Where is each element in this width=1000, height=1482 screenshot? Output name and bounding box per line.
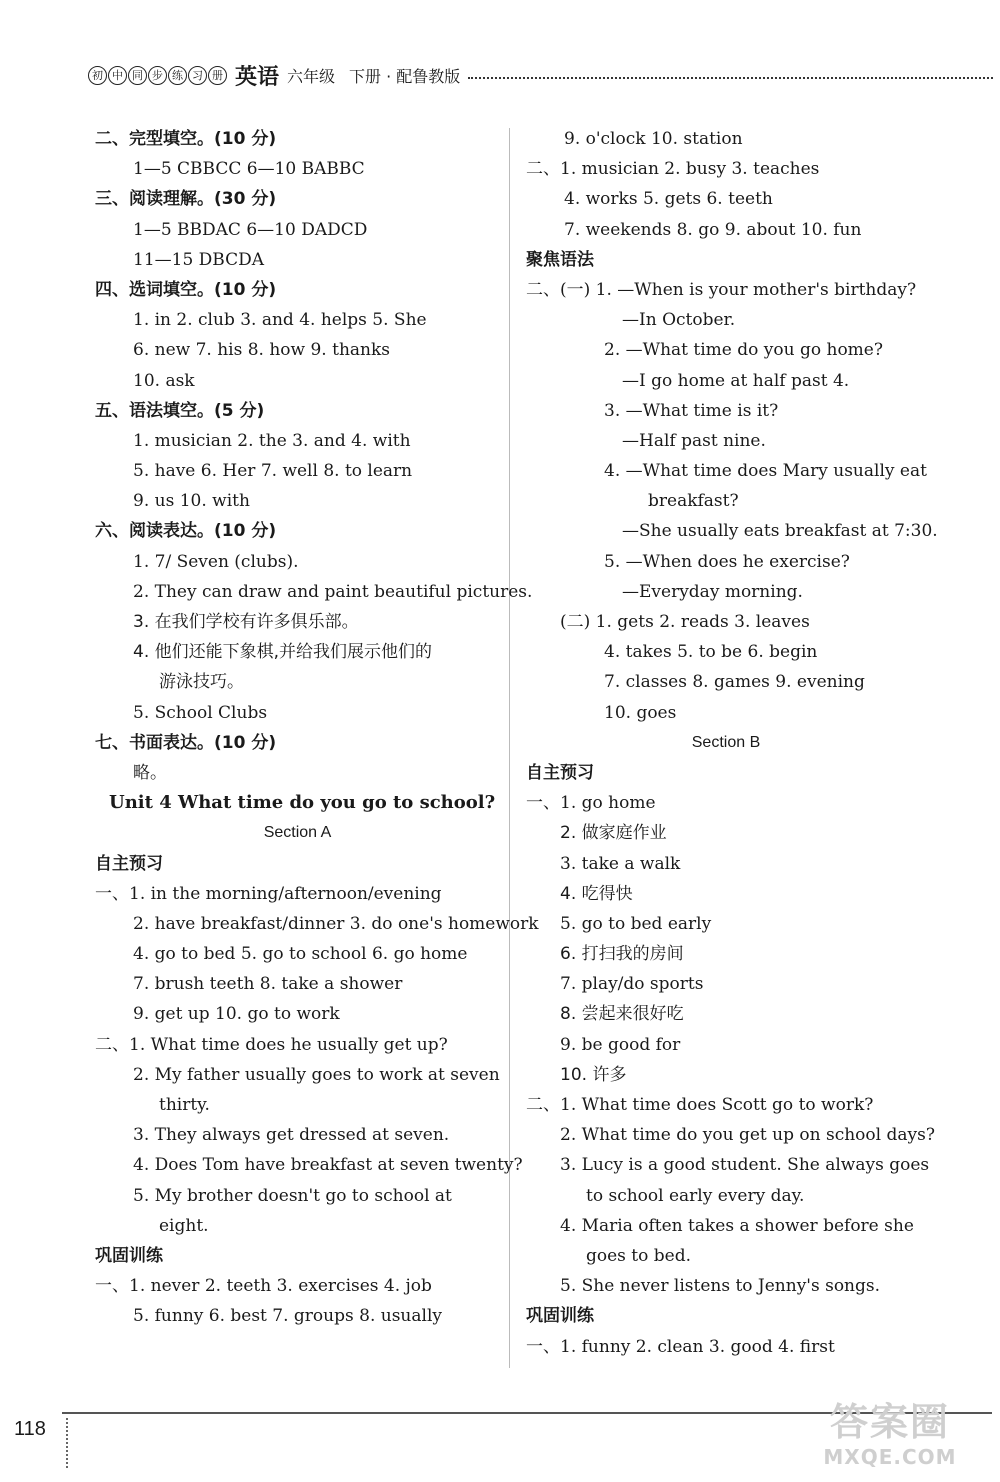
series-char: 初: [88, 66, 107, 85]
header-dotted-rule: [468, 77, 993, 79]
answer-line: 9. o'clock 10. station: [564, 129, 743, 149]
page-header: [88, 58, 993, 92]
answer-line: 6. 打扫我的房间: [560, 944, 684, 965]
answer-line: 5. She never listens to Jenny's songs.: [560, 1276, 881, 1297]
answer-line: 5. —When does he exercise?: [604, 551, 850, 572]
answer-line: 2. They can draw and paint beautiful pictures.: [133, 581, 533, 602]
answer-line: 一、1. in the morning/afternoon/evening: [95, 883, 442, 904]
volume-label: 下册 · 配鲁教版: [349, 66, 461, 86]
answer-line: 9. get up 10. go to work: [133, 1004, 340, 1025]
answer-line: 一、1. go home: [526, 793, 656, 814]
answer-line: goes to bed.: [586, 1245, 692, 1266]
answer-line: 二、(一) 1. —When is your mother's birthday?: [526, 279, 917, 300]
answer-line: 11—15 DBCDA: [133, 249, 265, 270]
answer-line: 5. funny 6. best 7. groups 8. usually: [133, 1306, 442, 1327]
answer-line: to school early every day.: [586, 1185, 805, 1206]
answer-line: 6. new 7. his 8. how 9. thanks: [133, 340, 391, 361]
page-number: 118: [14, 1418, 46, 1440]
answer-line: 二、1. musician 2. busy 3. teaches: [526, 159, 820, 180]
section-heading: 六、阅读表达。(10 分): [95, 521, 277, 542]
answer-line: eight.: [159, 1215, 209, 1236]
section-heading: 自主预习: [95, 853, 163, 874]
section-heading: 自主预习: [526, 762, 594, 783]
left-column: [95, 124, 539, 1332]
answer-line: 一、1. funny 2. clean 3. good 4. first: [526, 1336, 835, 1357]
answer-line: 4. Maria often takes a shower before she: [560, 1215, 914, 1236]
answer-line: —I go home at half past 4.: [622, 370, 850, 391]
section-heading: 三、阅读理解。(30 分): [95, 189, 277, 210]
answer-line: 一、1. never 2. teeth 3. exercises 4. job: [95, 1276, 432, 1297]
answer-line: 1—5 CBBCC 6—10 BABBC: [133, 159, 365, 180]
watermark-logo: [790, 1400, 990, 1480]
answer-line: 4. go to bed 5. go to school 6. go home: [133, 944, 468, 965]
answer-line: 2. What time do you get up on school days?: [560, 1125, 935, 1146]
answer-line: 3. 在我们学校有许多俱乐部。: [133, 612, 359, 632]
answer-line: 9. be good for: [560, 1034, 681, 1055]
answer-line: 1. 7/ Seven (clubs).: [133, 551, 299, 572]
column-divider: [509, 128, 510, 1368]
watermark-text: 答案圈: [829, 1400, 950, 1444]
answer-line: 5. have 6. Her 7. well 8. to learn: [133, 461, 413, 482]
answer-line: 10. goes: [604, 702, 677, 723]
answer-line: 略。: [133, 762, 167, 783]
answer-line: 2. have breakfast/dinner 3. do one's homework: [133, 913, 539, 934]
subject-title: 英语: [235, 64, 280, 90]
section-heading: 聚焦语法: [526, 249, 594, 270]
answer-line: 4. Does Tom have breakfast at seven twenty?: [133, 1155, 523, 1176]
answer-line: 3. They always get dressed at seven.: [133, 1125, 450, 1146]
series-char: 练: [168, 66, 187, 85]
series-char: 同: [128, 66, 147, 85]
answer-line: 2. My father usually goes to work at seven: [133, 1064, 500, 1085]
answer-line: —Everyday morning.: [622, 581, 803, 602]
answer-line: 3. take a walk: [560, 853, 681, 874]
answer-line: 4. 吃得快: [560, 883, 633, 904]
answer-line: 5. School Clubs: [133, 702, 268, 723]
right-column: [526, 124, 938, 1362]
answer-line: 1. in 2. club 3. and 4. helps 5. She: [133, 310, 427, 331]
answer-line: 8. 尝起来很好吃: [560, 1004, 684, 1025]
answer-line: thirty.: [159, 1095, 210, 1115]
answer-line: 10. 许多: [560, 1064, 627, 1085]
answer-line: 4. takes 5. to be 6. begin: [604, 642, 818, 663]
section-label: Section B: [691, 733, 761, 751]
answer-line: 4. 他们还能下象棋,并给我们展示他们的: [133, 642, 433, 663]
answer-line: 二、1. What time does Scott go to work?: [526, 1095, 874, 1115]
section-heading: 四、选词填空。(10 分): [95, 279, 277, 300]
answer-line: 1—5 BBDAC 6—10 DADCD: [133, 219, 368, 240]
answer-line: 7. brush teeth 8. take a shower: [133, 974, 403, 995]
answer-line: 7. weekends 8. go 9. about 10. fun: [564, 219, 862, 240]
series-char: 中: [108, 66, 127, 85]
series-char: 习: [188, 66, 207, 85]
section-label: Section A: [263, 824, 332, 842]
answer-line: 7. classes 8. games 9. evening: [604, 672, 865, 693]
section-heading: 五、语法填空。(5 分): [95, 400, 265, 421]
section-heading: 巩固训练: [526, 1306, 594, 1327]
footer-dotted-marks: [66, 1418, 72, 1468]
answer-line: 5. My brother doesn't go to school at: [133, 1185, 452, 1206]
series-title: [88, 66, 227, 85]
answer-line: 4. —What time does Mary usually eat: [604, 461, 927, 482]
answer-line: 10. ask: [133, 370, 195, 391]
section-heading: 巩固训练: [95, 1245, 163, 1266]
answer-line: 9. us 10. with: [133, 491, 250, 512]
answer-line: —She usually eats breakfast at 7:30.: [622, 521, 938, 542]
answer-line: breakfast?: [648, 491, 739, 512]
answer-line: 3. —What time is it?: [604, 400, 779, 421]
answer-line: —Half past nine.: [622, 430, 766, 451]
answer-line: 5. go to bed early: [560, 913, 712, 934]
answer-line: 3. Lucy is a good student. She always goes: [560, 1155, 930, 1176]
grade-label: 六年级: [287, 66, 336, 86]
section-heading: 七、书面表达。(10 分): [95, 732, 277, 753]
series-char: 册: [208, 66, 227, 85]
answer-line: (二) 1. gets 2. reads 3. leaves: [560, 612, 810, 632]
answer-line: —In October.: [622, 310, 736, 331]
section-heading: 二、完型填空。(10 分): [95, 129, 277, 149]
answer-line: 1. musician 2. the 3. and 4. with: [133, 430, 411, 451]
answer-line: 7. play/do sports: [560, 974, 704, 995]
unit-title: Unit 4 What time do you go to school?: [109, 792, 496, 814]
watermark-url: MXQE.COM: [823, 1445, 957, 1469]
answer-line: 2. —What time do you go home?: [604, 340, 883, 361]
answer-line: 2. 做家庭作业: [560, 823, 667, 844]
series-char: 步: [148, 66, 167, 85]
answer-line: 二、1. What time does he usually get up?: [95, 1034, 448, 1055]
answer-line: 游泳技巧。: [159, 672, 244, 693]
answer-line: 4. works 5. gets 6. teeth: [564, 189, 773, 210]
